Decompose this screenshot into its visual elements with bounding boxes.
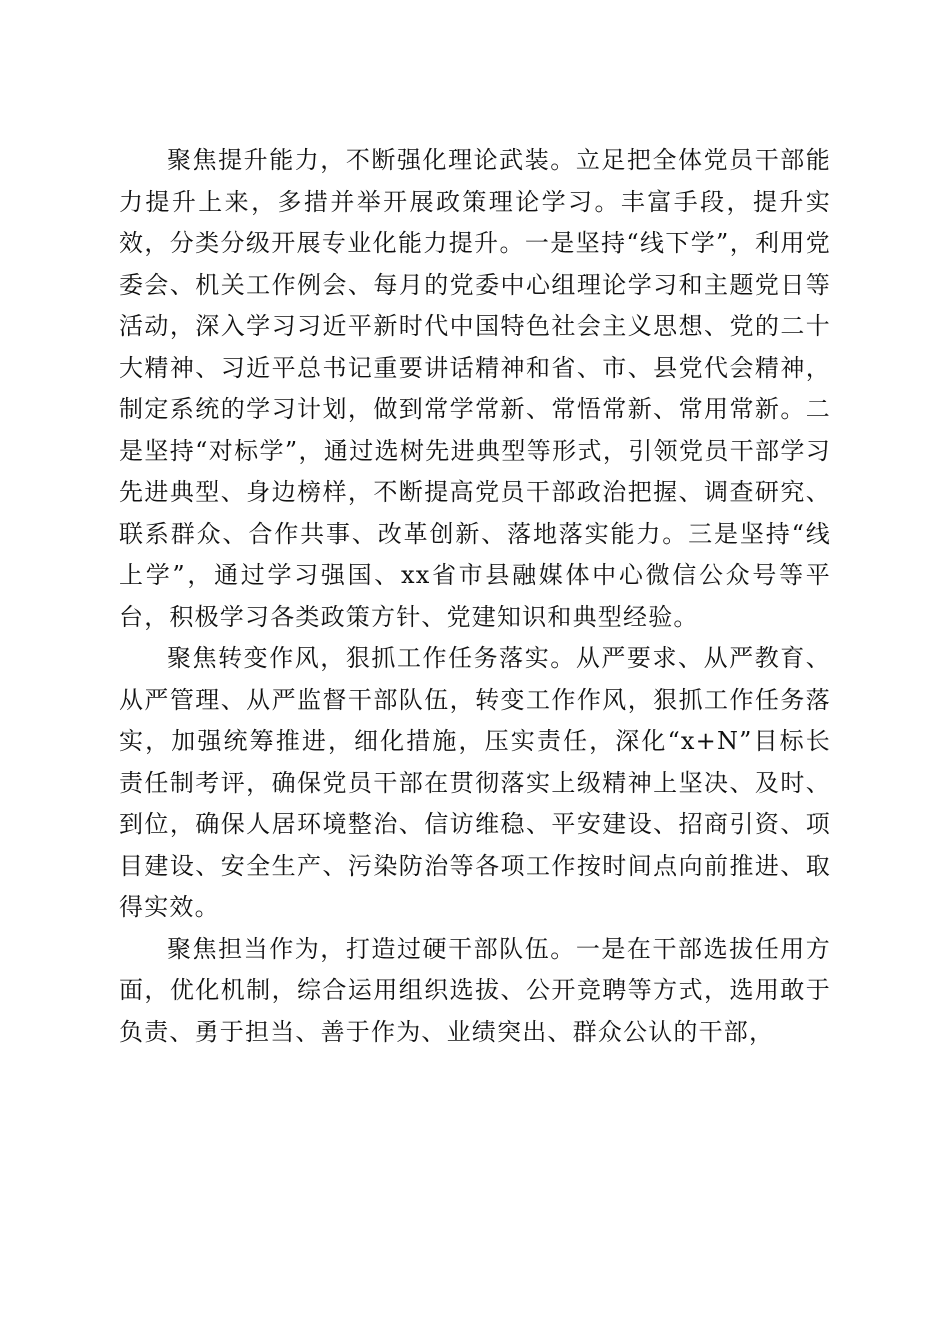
- document-page: [119, 140, 831, 1053]
- paragraph-work-style: 聚焦转变作风，狠抓工作任务落实。从严要求、从严教育、从严管理、从严监督干部队伍，转变工作作风，狠抓工作任务落实，加强统筹推进，细化措施，压实责任，深化“x+N”目标长责任制考评，确保党员干部在贯彻落实上级精神上坚决、及时、到位，确保人居环境整治、信访维稳、平安建设、招商引资、项目建设、安全生产、污染防治等各项工作按时间点向前推进、取得实效。: [119, 644, 831, 921]
- paragraph-capability: 聚焦提升能力，不断强化理论武装。立足把全体党员干部能力提升上来，多措并举开展政策理论学习。丰富手段，提升实效，分类分级开展专业化能力提升。一是坚持“线下学”，利用党委会、机关工作例会、每月的党委中心组理论学习和主题党日等活动，深入学习习近平新时代中国特色社会主义思想、党的二十大精神、习近平总书记重要讲话精神和省、市、县党代会精神，制定系统的学习计划，做到常学常新、常悟常新、常用常新。二是坚持“对标学”，通过选树先进典型等形式，引领党员干部学习先进典型、身边榜样，不断提高党员干部政治把握、调查研究、联系群众、合作共事、改革创新、落地落实能力。三是坚持“线上学”，通过学习强国、xx省市县融媒体中心微信公众号等平台，积极学习各类政策方针、党建知识和典型经验。: [119, 146, 831, 631]
- paragraph-responsibility: 聚焦担当作为，打造过硬干部队伍。一是在干部选拔任用方面，优化机制，综合运用组织选拔、公开竞聘等方式，选用敢于负责、勇于担当、善于作为、业绩突出、群众公认的干部，: [119, 934, 831, 1046]
